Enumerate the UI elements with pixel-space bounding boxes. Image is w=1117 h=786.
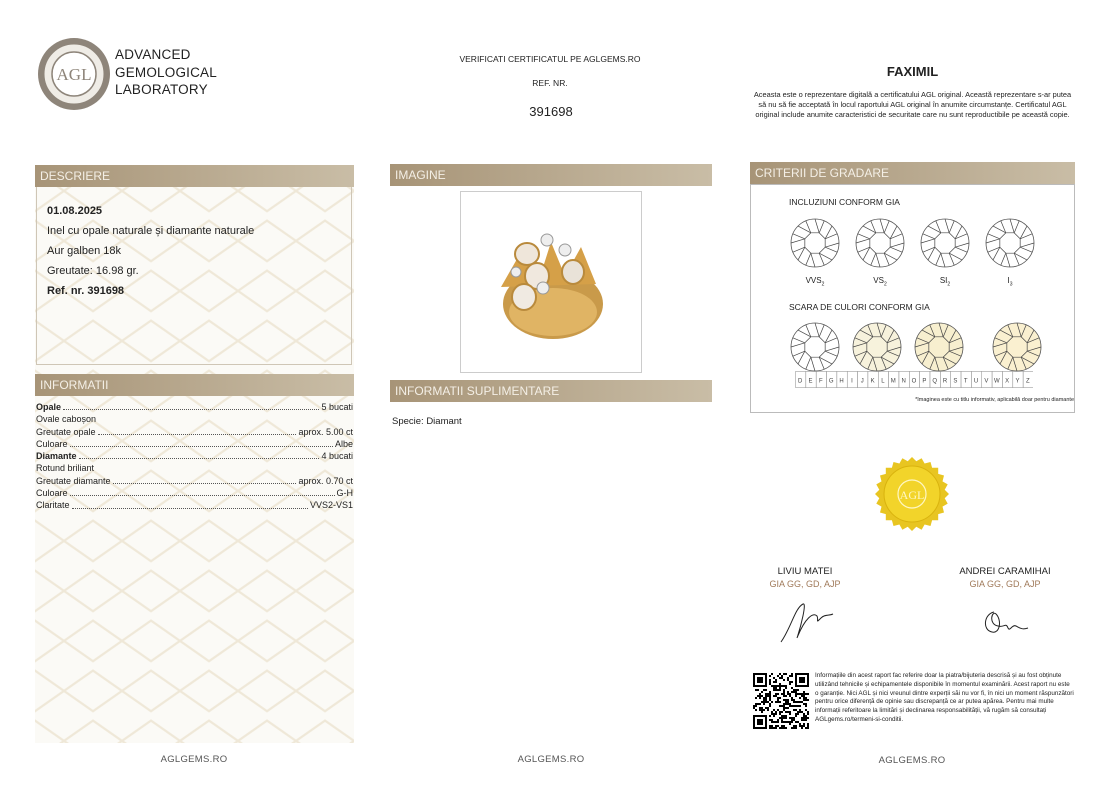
leader-dots	[113, 475, 297, 484]
inclusion-grade-label	[854, 276, 906, 288]
info-row	[36, 401, 353, 413]
info-label: Greutate opale	[36, 426, 96, 437]
color-scale-letter: N	[901, 378, 906, 385]
color-scale-letter: V	[984, 378, 989, 385]
signer-1-signature	[777, 598, 837, 646]
color-scale-letter: O	[911, 378, 917, 385]
signer-1-credentials: GIA GG, GD, AJP	[769, 579, 841, 589]
inclusion-diamond-icon	[789, 217, 841, 274]
grade-sub: 2	[947, 281, 951, 288]
color-scale-letter: Z	[1025, 378, 1030, 385]
imagine-header: IMAGINE	[390, 164, 712, 186]
color-scale-letter: E	[808, 378, 813, 385]
svg-text:AGL: AGL	[899, 488, 925, 502]
leader-dots	[63, 401, 319, 410]
grade-sub: 2	[883, 281, 887, 288]
info-row	[36, 450, 353, 462]
ring-photo	[460, 191, 642, 373]
grade-main: VS	[873, 276, 884, 285]
color-diamond-icon	[913, 321, 965, 378]
inclusion-grade-label	[789, 276, 841, 288]
qr-code[interactable]	[753, 673, 809, 729]
info-label: Culoare	[36, 488, 68, 499]
signer-2-credentials: GIA GG, GD, AJP	[969, 579, 1041, 589]
footer-center-link[interactable]: AGLGEMS.RO	[517, 754, 585, 765]
color-diamond-icon	[991, 321, 1043, 378]
info-label: Greutate diamante	[36, 475, 111, 486]
color-scale-letter: I	[851, 378, 853, 385]
informatii-header: INFORMATII	[35, 374, 354, 396]
faximil-title: FAXIMIL	[886, 64, 939, 79]
criterii-header: CRITERII DE GRADARE	[750, 162, 1075, 184]
info-value: 4 bucati	[321, 451, 353, 462]
color-scale-letter: K	[870, 378, 875, 385]
color-scale-letter: Q	[932, 378, 938, 385]
signer-2-signature	[978, 604, 1032, 644]
inclusion-diamond-icon	[854, 217, 906, 274]
signer-2-name: ANDREI CARAMIHAI	[959, 566, 1051, 577]
color-diamond-icon	[851, 321, 903, 378]
info-row	[36, 475, 353, 487]
grade-main: I	[1007, 276, 1010, 285]
info-value: G-H	[336, 488, 353, 499]
leader-dots	[98, 426, 297, 435]
grade-sub: 2	[821, 281, 825, 288]
color-scale-title: SCARA DE CULORI CONFORM GIA	[789, 302, 930, 312]
ref-label: REF. NR.	[532, 78, 568, 88]
verify-text: VERIFICATI CERTIFICATUL PE AGLGEMS.RO	[459, 54, 641, 64]
color-scale-letter: J	[860, 378, 864, 385]
color-scale-letter: X	[1005, 378, 1010, 385]
descriere-box	[36, 187, 352, 365]
info-value: Albe	[334, 438, 353, 449]
color-scale-letter: U	[973, 378, 979, 385]
info-row	[36, 462, 353, 474]
inclusion-diamond-icon	[984, 217, 1036, 274]
info-row	[36, 426, 353, 438]
footer-left-link[interactable]: AGLGEMS.RO	[160, 754, 228, 765]
color-scale-bar	[795, 371, 1033, 388]
descriere-item: Inel cu opale naturale și diamante naturale	[47, 225, 255, 237]
leader-dots	[72, 499, 308, 508]
lab-name	[115, 46, 217, 99]
suplimentare-text: Specie: Diamant	[392, 416, 462, 427]
leader-dots	[70, 438, 333, 447]
color-scale-letter: L	[881, 378, 885, 385]
info-label: Opale	[36, 402, 62, 412]
info-label: Rotund briliant	[36, 463, 95, 474]
inclusions-title: INCLUZIUNI CONFORM GIA	[789, 197, 900, 207]
inclusion-grade-label	[919, 276, 971, 288]
descriere-ref: Ref. nr. 391698	[47, 285, 125, 297]
footer-right-link[interactable]: AGLGEMS.RO	[878, 755, 946, 766]
info-label: Diamante	[36, 451, 77, 462]
suplimentare-header: INFORMATII SUPLIMENTARE	[390, 380, 712, 402]
info-label: Culoare	[36, 438, 68, 449]
color-scale-letter: T	[963, 378, 968, 385]
color-scale-letter: Y	[1015, 378, 1020, 385]
signer-1-name: LIVIU MATEI	[777, 566, 833, 577]
descriere-date: 01.08.2025	[47, 205, 103, 217]
lab-seal-logo	[36, 36, 112, 112]
color-scale-letter: G	[828, 378, 834, 385]
descriere-weight: Greutate: 16.98 gr.	[47, 265, 139, 277]
info-row	[36, 499, 353, 511]
informatii-list	[36, 401, 353, 512]
info-value: aprox. 5.00 ct	[298, 426, 353, 437]
info-row	[36, 487, 353, 499]
info-label: Ovale caboșon	[36, 414, 97, 425]
criterii-note: *Imaginea este cu titlu informativ, aplicabilă doar pentru diamante	[915, 397, 1074, 403]
lab-name-line2: GEMOLOGICAL	[115, 64, 217, 80]
info-value: aprox. 0.70 ct	[298, 475, 353, 486]
leader-dots	[79, 450, 320, 459]
info-value: VVS2-VS1	[309, 500, 353, 511]
color-scale-letter: P	[922, 378, 927, 385]
faximil-text: Aceasta este o reprezentare digitală a certificatului AGL original. Această reprezentare s-ar putea să nu să fie acceptată în locul raportului AGL original în anumite circumstanțe. Certificatul AGL original include anumite caracteristici de securitate care nu sunt reproductibile pe această copie.	[753, 90, 1072, 119]
descriere-metal: Aur galben 18k	[47, 245, 121, 257]
color-scale-letter: F	[819, 378, 823, 385]
info-value: 5 bucati	[321, 402, 353, 412]
lab-name-line1: ADVANCED	[115, 47, 191, 62]
info-row	[36, 413, 353, 425]
grade-main: SI	[939, 276, 948, 285]
inclusion-grade-label	[984, 276, 1036, 288]
lab-name-line3: LABORATORY	[115, 82, 208, 97]
gold-seal-icon	[874, 456, 950, 532]
leader-dots	[70, 487, 335, 496]
info-row	[36, 438, 353, 450]
info-label: Claritate	[36, 500, 70, 511]
color-scale-letter: M	[890, 378, 896, 385]
descriere-header: DESCRIERE	[35, 165, 354, 187]
inclusion-diamond-icon	[919, 217, 971, 274]
ref-number: 391698	[529, 104, 573, 119]
color-scale-letter: D	[798, 378, 803, 385]
disclaimer-text: Informațiile din acest raport fac referire doar la piatra/bijuteria descrisă și au fost obținute utilizând tehnicile și echipamentele disponibile în momentul examinării. Acest raport nu este o garanție. Nici AGL și nici vreunul dintre experții săi nu vor fi, în nici un moment răspunzători pentru orice diferență de opinie sau discrepanță ce ar putea apărea. Pentru mai multe informații referitoare la limitări și declinarea responsabilității, vă rugăm să consultați AGLgems.ro/termeni-si-conditii.	[815, 672, 1074, 723]
color-scale-letter: W	[993, 378, 1000, 385]
grade-main: VVS	[805, 276, 822, 285]
color-scale-letter: S	[953, 378, 958, 385]
svg-text:AGL: AGL	[56, 65, 92, 84]
grade-sub: 3	[1009, 281, 1013, 288]
color-diamond-icon	[789, 321, 841, 378]
color-scale-letter: H	[839, 378, 844, 385]
criterii-box	[750, 184, 1075, 413]
color-scale-letter: R	[942, 378, 948, 385]
